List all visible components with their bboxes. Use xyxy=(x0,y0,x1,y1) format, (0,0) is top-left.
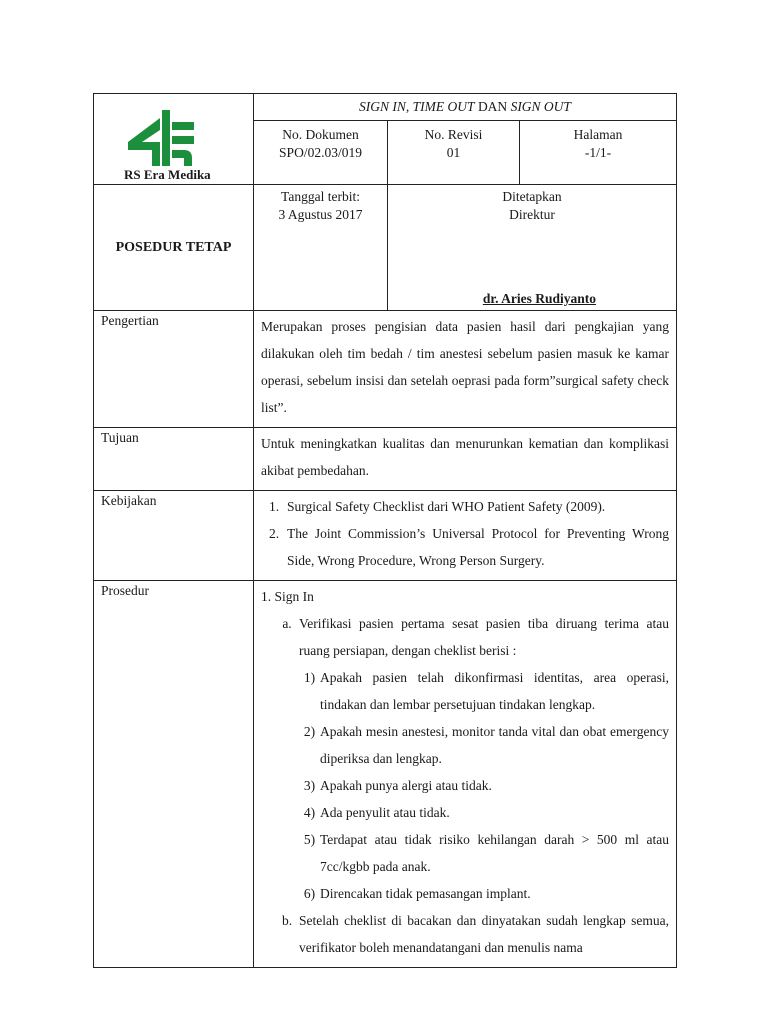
no-dokumen-label: No. Dokumen xyxy=(282,127,359,142)
no-revisi-value: 01 xyxy=(446,145,461,160)
list-item xyxy=(261,664,669,718)
no-dokumen-value: SPO/02.03/019 xyxy=(279,145,362,160)
item-marker: 1) xyxy=(303,670,316,685)
list-item xyxy=(261,880,669,907)
pengertian-text: Merupakan proses pengisian data pasien hasil dari pengkajian yang dilakukan oleh tim bedah / tim anestesi sebelum pasien masuk ke kamar operasi, sebelum insisi dan setelah oeprasi pada form”surgical safety check list”. xyxy=(254,311,677,428)
prosedur-step-1: 1. Sign In xyxy=(261,589,314,604)
no-revisi-cell xyxy=(388,121,520,185)
posedur-tetap-heading: POSEDUR TETAP xyxy=(94,185,254,311)
no-dokumen-cell xyxy=(254,121,388,185)
list-item xyxy=(261,826,669,880)
list-item xyxy=(261,799,669,826)
halaman-label: Halaman xyxy=(573,127,623,142)
prosedur-item-a xyxy=(261,610,669,664)
halaman-cell xyxy=(520,121,677,185)
item-text: Terdapat atau tidak risiko kehilangan darah > 500 ml atau 7cc/kgbb pada anak. xyxy=(320,832,669,874)
list-item xyxy=(261,493,669,520)
item-text: Apakah pasien telah dikonfirmasi identitas, area operasi, tindakan dan lembar persetujuan tindakan lengkap. xyxy=(320,670,669,712)
list-item xyxy=(261,772,669,799)
list-number: 2. xyxy=(268,526,280,541)
item-marker: 2) xyxy=(303,724,316,739)
document-title xyxy=(254,94,677,121)
item-marker: b. xyxy=(281,913,293,928)
item-marker: 3) xyxy=(303,778,316,793)
ditetapkan-cell xyxy=(388,185,677,311)
item-marker: 5) xyxy=(303,832,316,847)
item-marker: 6) xyxy=(303,886,316,901)
ditetapkan-role: Direktur xyxy=(509,207,555,222)
prosedur-content xyxy=(254,581,677,968)
logo-cell xyxy=(94,94,254,185)
signer-name: dr. Aries Rudiyanto xyxy=(482,291,596,306)
item-marker: 4) xyxy=(303,805,316,820)
title-part-3: SIGN OUT xyxy=(510,99,571,114)
no-revisi-label: No. Revisi xyxy=(424,127,483,142)
list-item xyxy=(261,520,669,574)
prosedur-label: Prosedur xyxy=(94,581,254,968)
tanggal-terbit-cell xyxy=(254,185,388,311)
list-item xyxy=(261,718,669,772)
tanggal-value: 3 Agustus 2017 xyxy=(278,207,363,222)
item-text: Ada penyulit atau tidak. xyxy=(320,805,450,820)
spo-document-table xyxy=(93,93,677,968)
tanggal-label: Tanggal terbit: xyxy=(281,189,360,204)
list-number: 1. xyxy=(268,499,280,514)
item-text: Verifikasi pasien pertama sesat pasien tiba diruang terima atau ruang persiapan, dengan cheklist berisi : xyxy=(299,616,669,658)
item-text: Apakah punya alergi atau tidak. xyxy=(320,778,492,793)
list-text: The Joint Commission’s Universal Protocol for Preventing Wrong Side, Wrong Procedure, Wrong Person Surgery. xyxy=(287,526,669,568)
item-text: Apakah mesin anestesi, monitor tanda vital dan obat emergency diperiksa dan lengkap. xyxy=(320,724,669,766)
pengertian-label: Pengertian xyxy=(94,311,254,428)
kebijakan-list xyxy=(261,493,669,574)
kebijakan-list-cell xyxy=(254,491,677,581)
hospital-logo-icon xyxy=(128,108,212,168)
item-text: Setelah cheklist di bacakan dan dinyatakan sudah lengkap semua, verifikator boleh menandatangani dan menulis nama xyxy=(299,913,669,955)
tujuan-text: Untuk meningkatkan kualitas dan menurunkan kematian dan komplikasi akibat pembedahan. xyxy=(254,428,677,491)
item-marker: a. xyxy=(282,616,292,631)
title-part-1: SIGN IN, TIME OUT xyxy=(359,99,475,114)
list-text: Surgical Safety Checklist dari WHO Patient Safety (2009). xyxy=(287,499,606,514)
title-part-2: DAN xyxy=(474,99,511,114)
hospital-name: RS Era Medika xyxy=(124,167,211,182)
ditetapkan-label: Ditetapkan xyxy=(502,189,562,204)
tujuan-label: Tujuan xyxy=(94,428,254,491)
item-text: Direncakan tidak pemasangan implant. xyxy=(320,886,531,901)
halaman-value: -1/1- xyxy=(584,145,612,160)
prosedur-item-b xyxy=(261,907,669,961)
kebijakan-label: Kebijakan xyxy=(94,491,254,581)
